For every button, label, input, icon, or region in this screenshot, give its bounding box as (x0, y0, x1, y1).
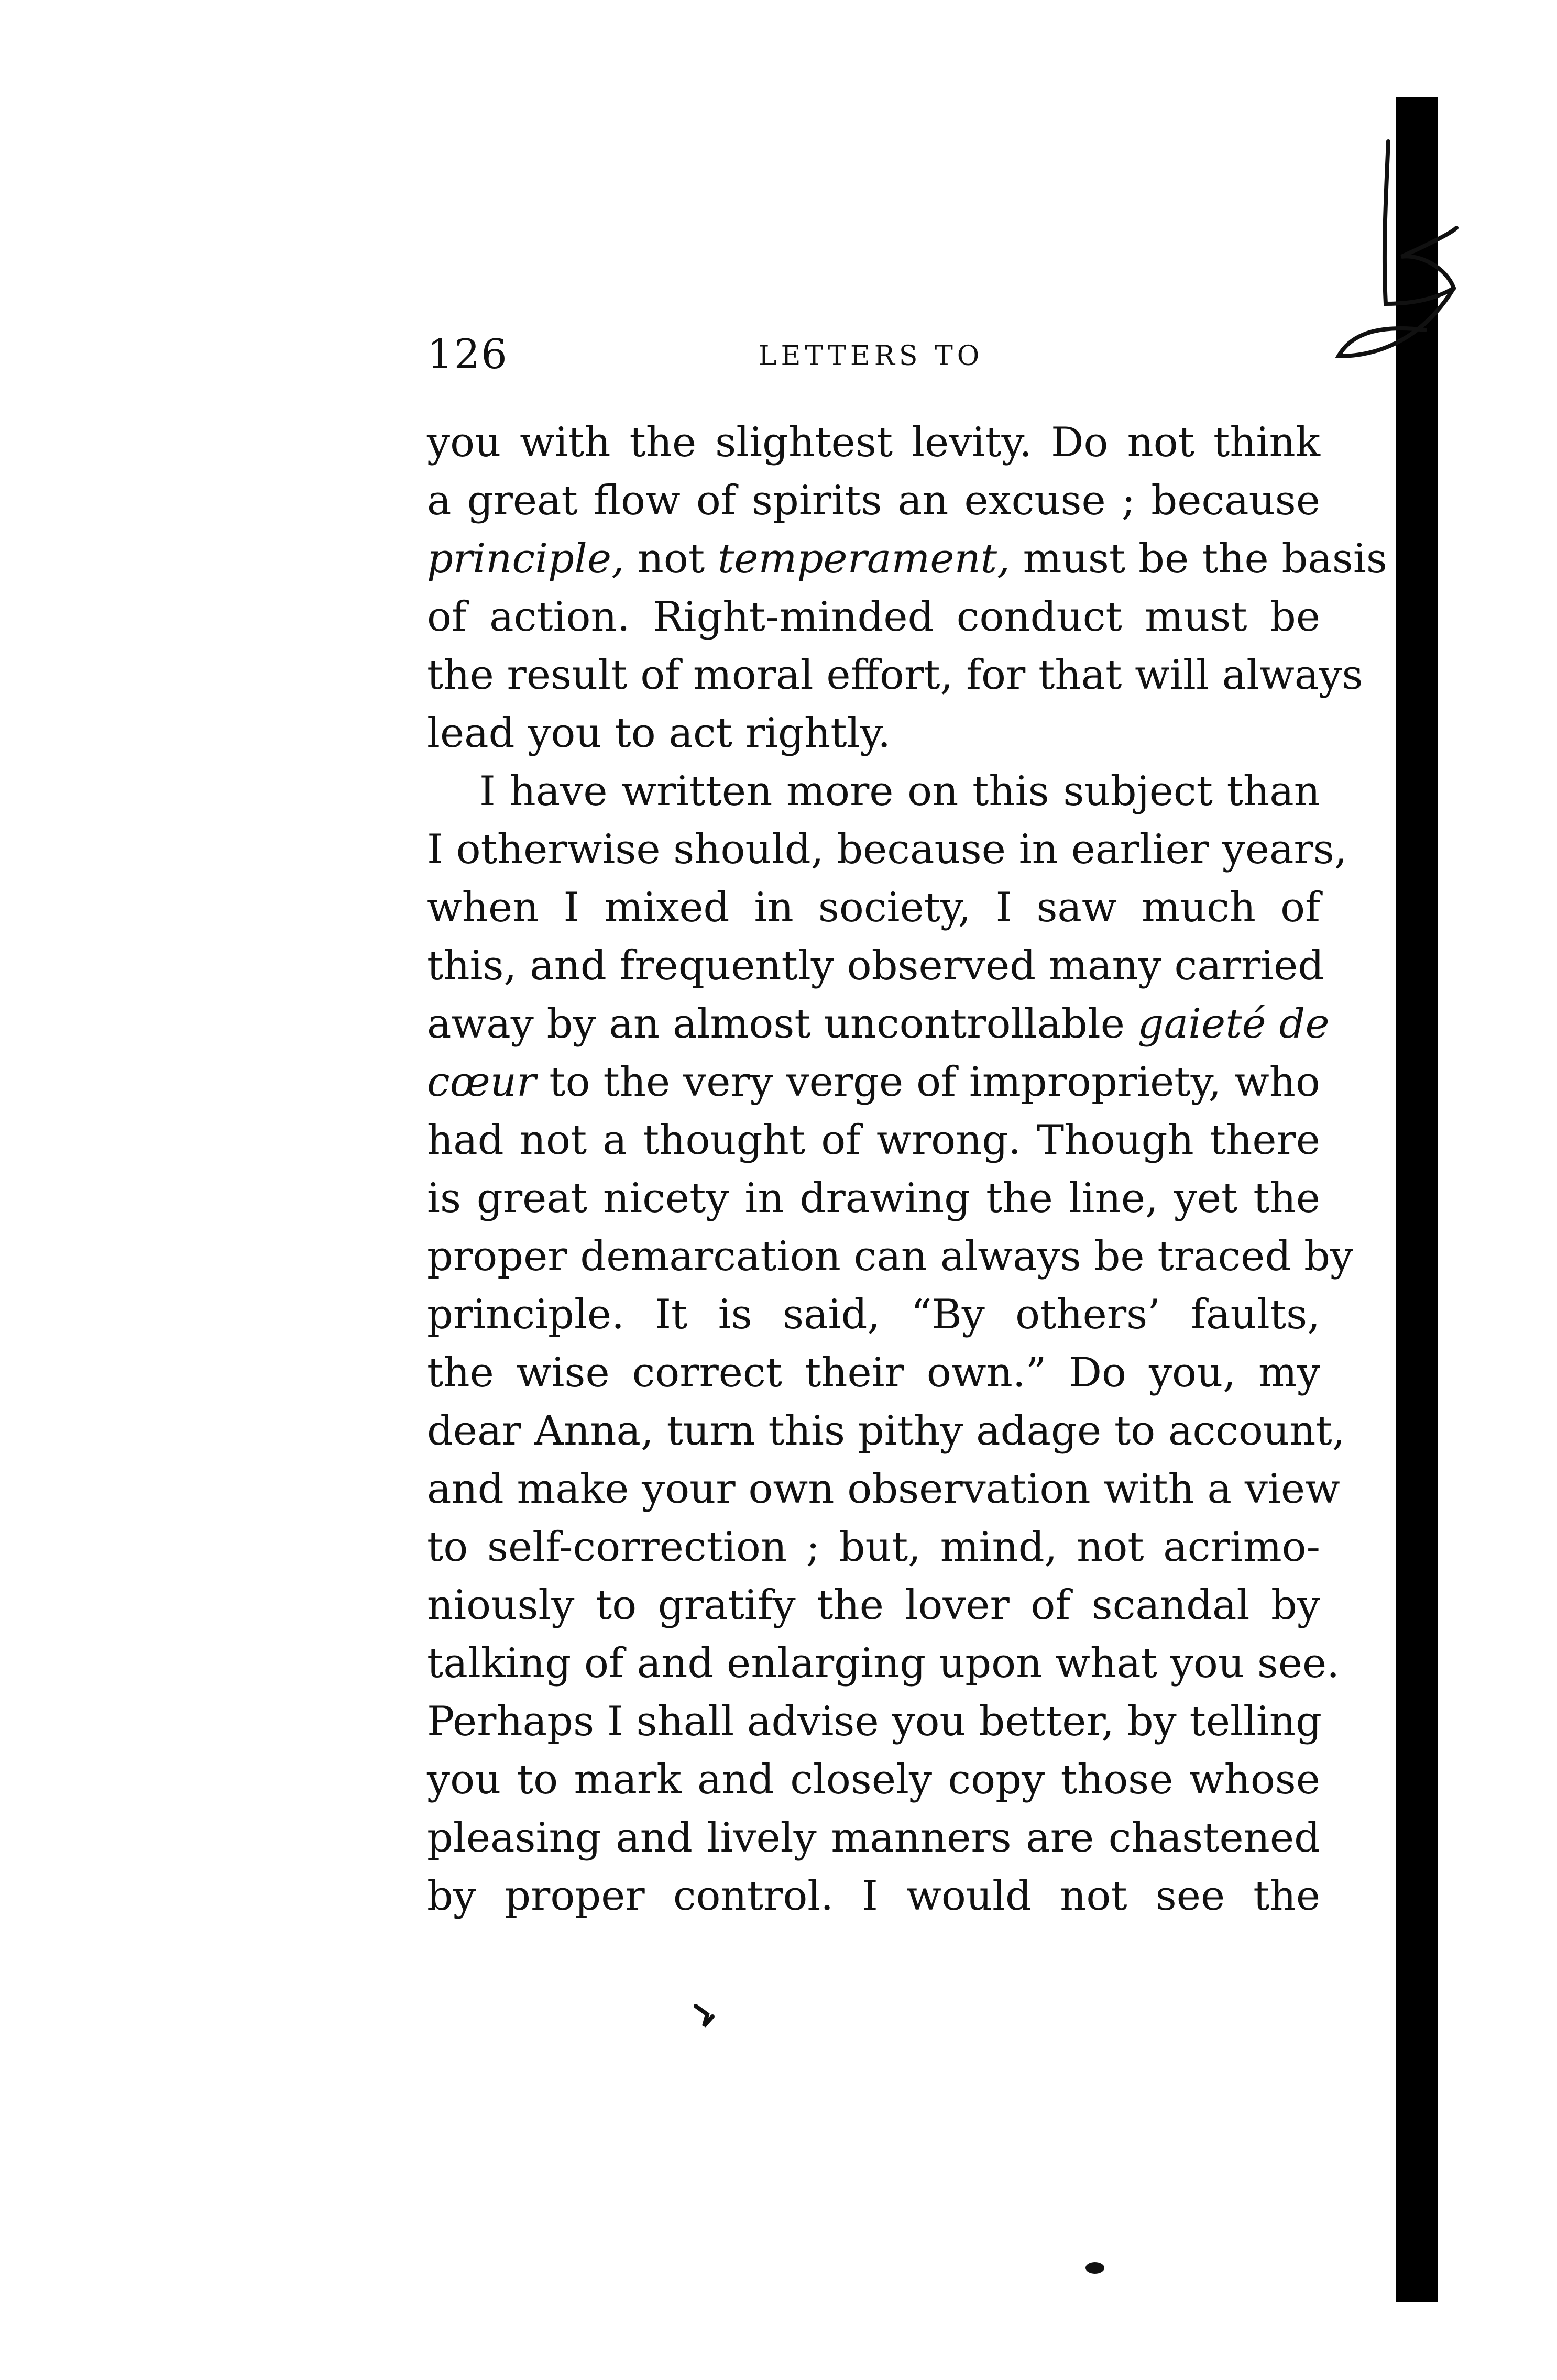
scan-edge-bar (1396, 97, 1438, 2302)
stray-ink-mark-icon (1079, 2257, 1111, 2278)
text-line: the wise correct their own.” Do you, my (427, 1349, 1320, 1396)
text-line: lead you to act rightly. (427, 710, 891, 757)
italic-word: temperament, (718, 535, 1010, 582)
italic-word: cœur (427, 1059, 536, 1106)
text-line: niously to gratify the lover of scandal by (427, 1582, 1320, 1629)
text-line: is great nicety in drawing the line, yet the (427, 1175, 1320, 1222)
text-line: dear Anna, turn this pithy adage to account, (427, 1407, 1345, 1455)
text-line: by proper control. I would not see the (427, 1872, 1320, 1920)
text-line: of action. Right-minded conduct must be (427, 593, 1320, 641)
body-text (427, 414, 1387, 1925)
text-line-italic-words: away by an almost uncontrollable gaieté de (427, 1000, 1330, 1048)
text-line: had not a thought of wrong. Though there (427, 1117, 1320, 1164)
text-line-italic-words: cœur to the very verge of impropriety, who (427, 1059, 1320, 1106)
italic-word: principle, (427, 535, 624, 582)
page-number: 126 (427, 331, 508, 378)
text-line: I otherwise should, because in earlier years, (427, 826, 1347, 873)
handwritten-mark-icon (1320, 131, 1477, 424)
text-line: a great flow of spirits an excuse ; because (427, 477, 1320, 524)
text-line: when I mixed in society, I saw much of (427, 884, 1320, 931)
stray-ink-mark-icon (692, 2001, 723, 2032)
paragraph-start-line: I have written more on this subject than (479, 768, 1320, 815)
text-line: and make your own observation with a view (427, 1466, 1340, 1513)
text-line: pleasing and lively manners are chastened (427, 1814, 1320, 1861)
text-line: Perhaps I shall advise you better, by telling (427, 1698, 1322, 1745)
text-line: this, and frequently observed many carried (427, 942, 1324, 989)
text-line: to self-correction ; but, mind, not acrimo- (427, 1524, 1320, 1571)
text-line-italic-words: principle, not temperament, must be the basis (427, 535, 1387, 582)
running-head: LETTERS TO (759, 340, 984, 372)
text-line: principle. It is said, “By others’ faults, (427, 1291, 1320, 1338)
text-line: talking of and enlarging upon what you see. (427, 1640, 1340, 1687)
text-line: the result of moral effort, for that will always (427, 652, 1363, 699)
text-line: you to mark and closely copy those whose (427, 1756, 1320, 1803)
handwritten-stroke (1385, 141, 1456, 304)
text-line: proper demarcation can always be traced by (427, 1233, 1354, 1280)
text-line: you with the slightest levity. Do not think (427, 419, 1320, 466)
italic-word: gaieté de (1137, 1000, 1330, 1048)
